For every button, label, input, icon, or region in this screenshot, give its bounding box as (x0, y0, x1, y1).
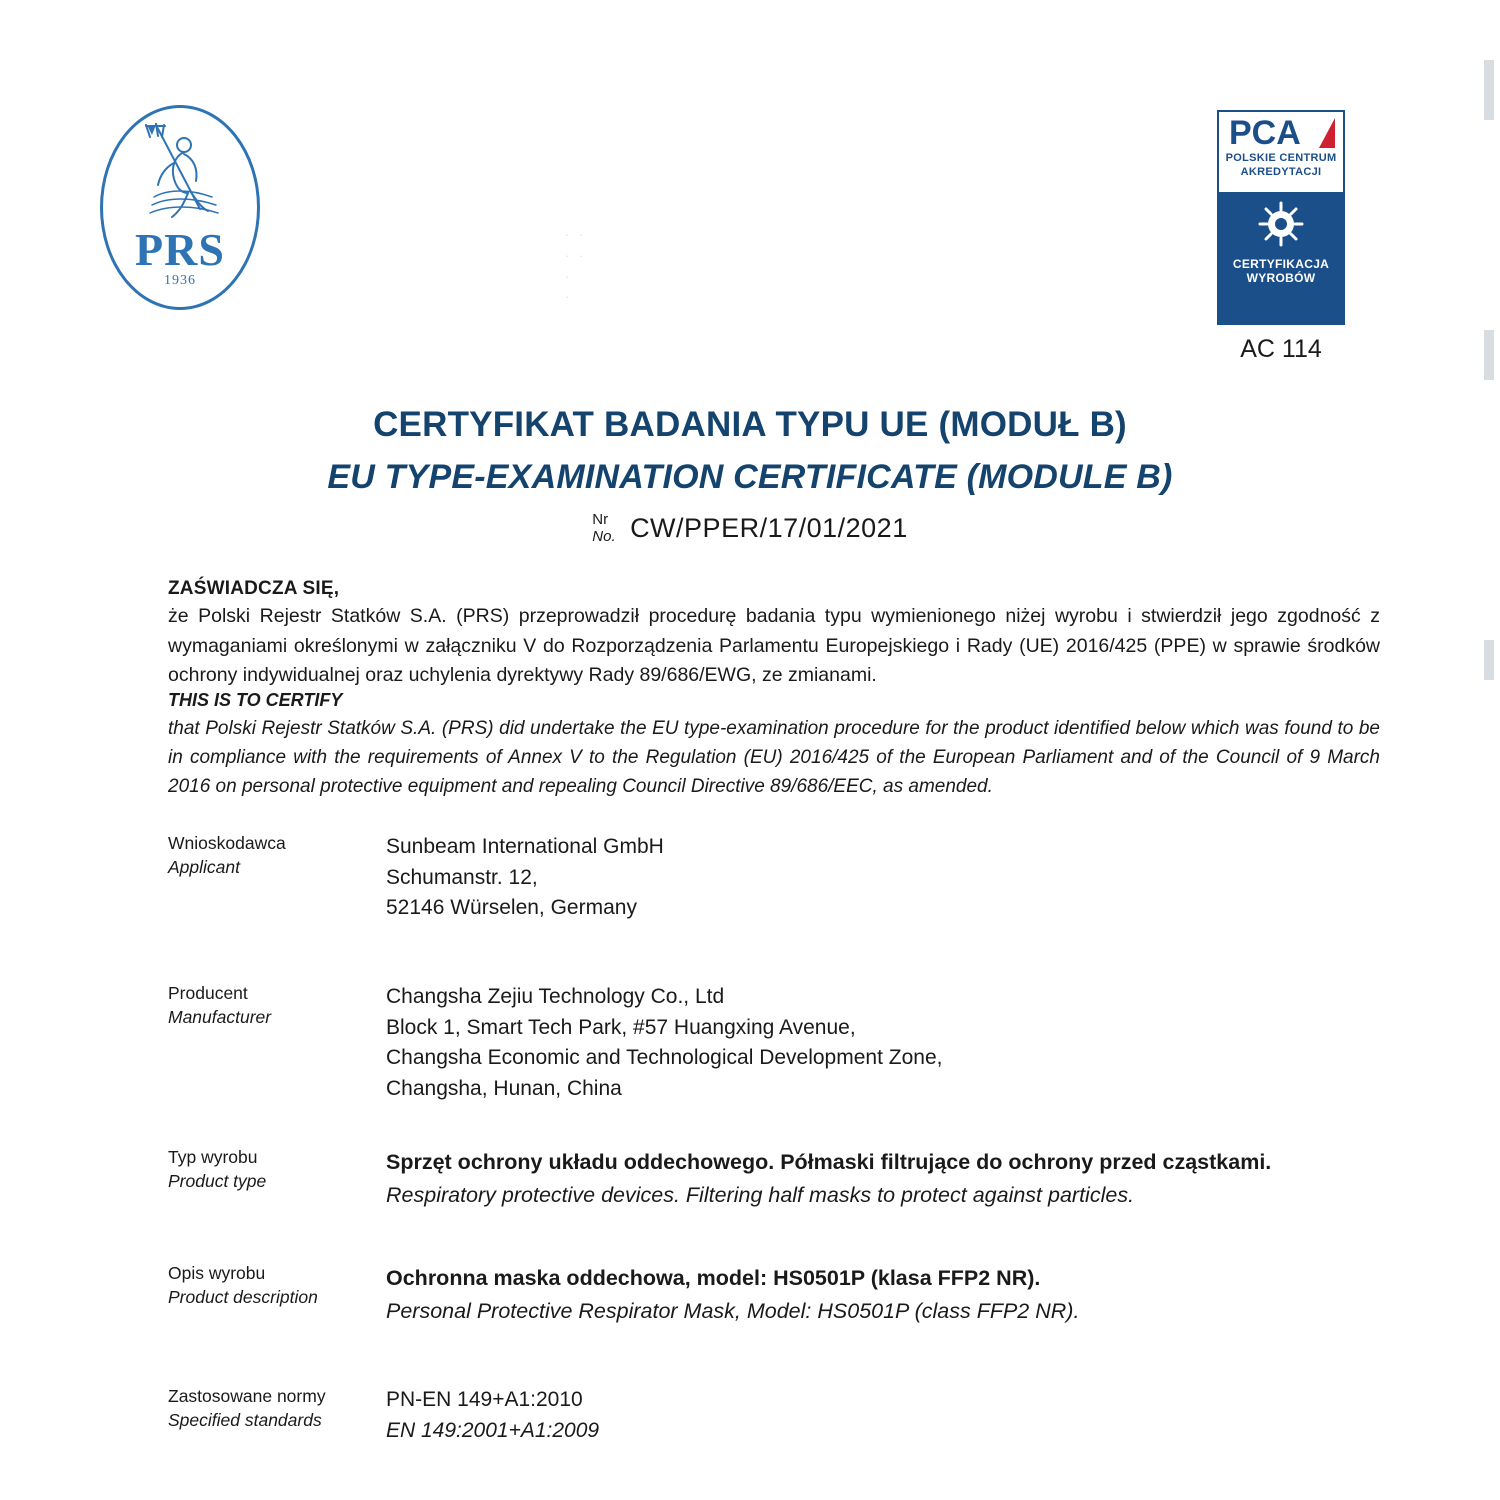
field-manufacturer-label (168, 982, 368, 1029)
field-applicant-label (168, 832, 368, 879)
manufacturer-line-4: Changsha, Hunan, China (386, 1076, 622, 1100)
manufacturer-line-2: Block 1, Smart Tech Park, #57 Huangxing Avenue, (386, 1015, 856, 1039)
field-product-type-value (386, 1146, 1426, 1213)
manufacturer-line-3: Changsha Economic and Technological Development Zone, (386, 1046, 943, 1070)
pca-logo-word: PCA (1229, 114, 1301, 152)
pca-red-accent-icon (1319, 118, 1335, 148)
field-applicant-label-en: Applicant (168, 856, 240, 877)
certificate-number-value: CW/PPER/17/01/2021 (630, 513, 908, 544)
field-applicant-value (386, 832, 1426, 924)
field-standards-label-en: Specified standards (168, 1409, 322, 1430)
pca-logo-top (1219, 112, 1343, 192)
pca-logo-subtitle (1219, 152, 1343, 180)
field-product-description-value (386, 1262, 1426, 1329)
field-product-description-label-pl: Opis wyrobu (168, 1263, 266, 1283)
scan-edge-mark (1484, 60, 1494, 120)
field-product-type-label (168, 1146, 368, 1193)
certificate-number-label-en: No. (592, 527, 616, 545)
standards-line-en: EN 149:2001+A1:2009 (386, 1418, 600, 1442)
pca-subtitle-line2: AKREDYTACJI (1240, 165, 1322, 178)
certify-heading-en: THIS IS TO CERTIFY (168, 690, 343, 710)
pca-cert-line2: WYROBÓW (1246, 271, 1316, 286)
pca-cert-label (1219, 257, 1343, 286)
manufacturer-line-1: Changsha Zejiu Technology Co., Ltd (386, 985, 725, 1008)
applicant-line-1: Sunbeam International GmbH (386, 835, 664, 858)
prs-logo-year: 1936 (164, 273, 196, 288)
product-description-line-pl: Ochronna maska oddechowa, model: HS0501P (klasa FFP2 NR). (386, 1266, 1041, 1290)
scan-edge-mark (1484, 640, 1494, 680)
certificate-number-row (0, 512, 1500, 546)
field-manufacturer-label-en: Manufacturer (168, 1006, 272, 1027)
product-type-line-en: Respiratory protective devices. Filtering half masks to protect against particles. (386, 1183, 1135, 1208)
field-standards-label (168, 1385, 368, 1432)
pca-logo (1217, 110, 1345, 325)
field-product-type-label-pl: Typ wyrobu (168, 1147, 258, 1167)
field-manufacturer-label-pl: Producent (168, 983, 248, 1003)
scan-edge-mark (1484, 330, 1494, 380)
prs-logo (100, 105, 265, 320)
certificate-number-label (592, 512, 615, 546)
standards-line-pl: PN-EN 149+A1:2010 (386, 1388, 583, 1411)
prs-logo-text: PRS (135, 224, 225, 275)
applicant-line-2: Schumanstr. 12, (386, 865, 538, 889)
field-product-description-label (168, 1262, 368, 1309)
pca-logo-bottom (1219, 192, 1343, 323)
field-product-description-label-en: Product description (168, 1286, 318, 1307)
applicant-line-3: 52146 Würselen, Germany (386, 896, 637, 920)
field-product-type-label-en: Product type (168, 1170, 267, 1191)
gear-icon (1257, 200, 1305, 248)
pca-cert-line1: CERTYFIKACJA (1232, 257, 1330, 271)
certify-heading-pl: ZAŚWIADCZA SIĘ, (168, 578, 340, 599)
field-manufacturer-value (386, 982, 1426, 1105)
field-standards-value (386, 1385, 1426, 1446)
product-type-line-pl: Sprzęt ochrony układu oddechowego. Półmaski filtrujące do ochrony przed cząstkami. (386, 1150, 1272, 1174)
accreditation-code: AC 114 (1240, 335, 1322, 363)
field-applicant-label-pl: Wnioskodawca (168, 833, 286, 853)
pca-subtitle-line1: POLSKIE CENTRUM (1225, 152, 1337, 164)
prs-neptune-figure-icon (138, 123, 228, 228)
certify-text-en: that Polski Rejestr Statków S.A. (PRS) did undertake the EU type-examination procedure for the product identified below which was found to be in compliance with the requirements of Annex V to the Regulation (EU) 2016/425 of the European Parliament and of the Council of 9 March 2016 on personal protective equipment and repealing Council Directive 89/686/EEC, as amended. (168, 718, 1380, 797)
certify-text-pl: że Polski Rejestr Statków S.A. (PRS) przeprowadził procedurę badania typu wymienionego niżej wyrobu i stwierdził jego zgodność z wymaganiami określonymi w załączniku V do Rozporządzenia Parlamentu Europejskiego i Rady (UE) 2016/425 (PPE) w sprawie środków ochrony indywidualnej oraz uchylenia dyrektywy Rady 89/686/EWG, ze zmianami. (168, 605, 1380, 687)
certificate-number-label-pl: Nr (592, 511, 609, 528)
product-description-line-en: Personal Protective Respirator Mask, Model: HS0501P (class FFP2 NR). (386, 1299, 1080, 1324)
page-title-polish: CERTYFIKAT BADANIA TYPU UE (MODUŁ B) (373, 405, 1127, 444)
page-title-english: EU TYPE-EXAMINATION CERTIFICATE (MODULE B) (327, 458, 1173, 496)
scan-artifact: · · · · · · (565, 227, 587, 305)
field-standards-label-pl: Zastosowane normy (168, 1386, 326, 1406)
